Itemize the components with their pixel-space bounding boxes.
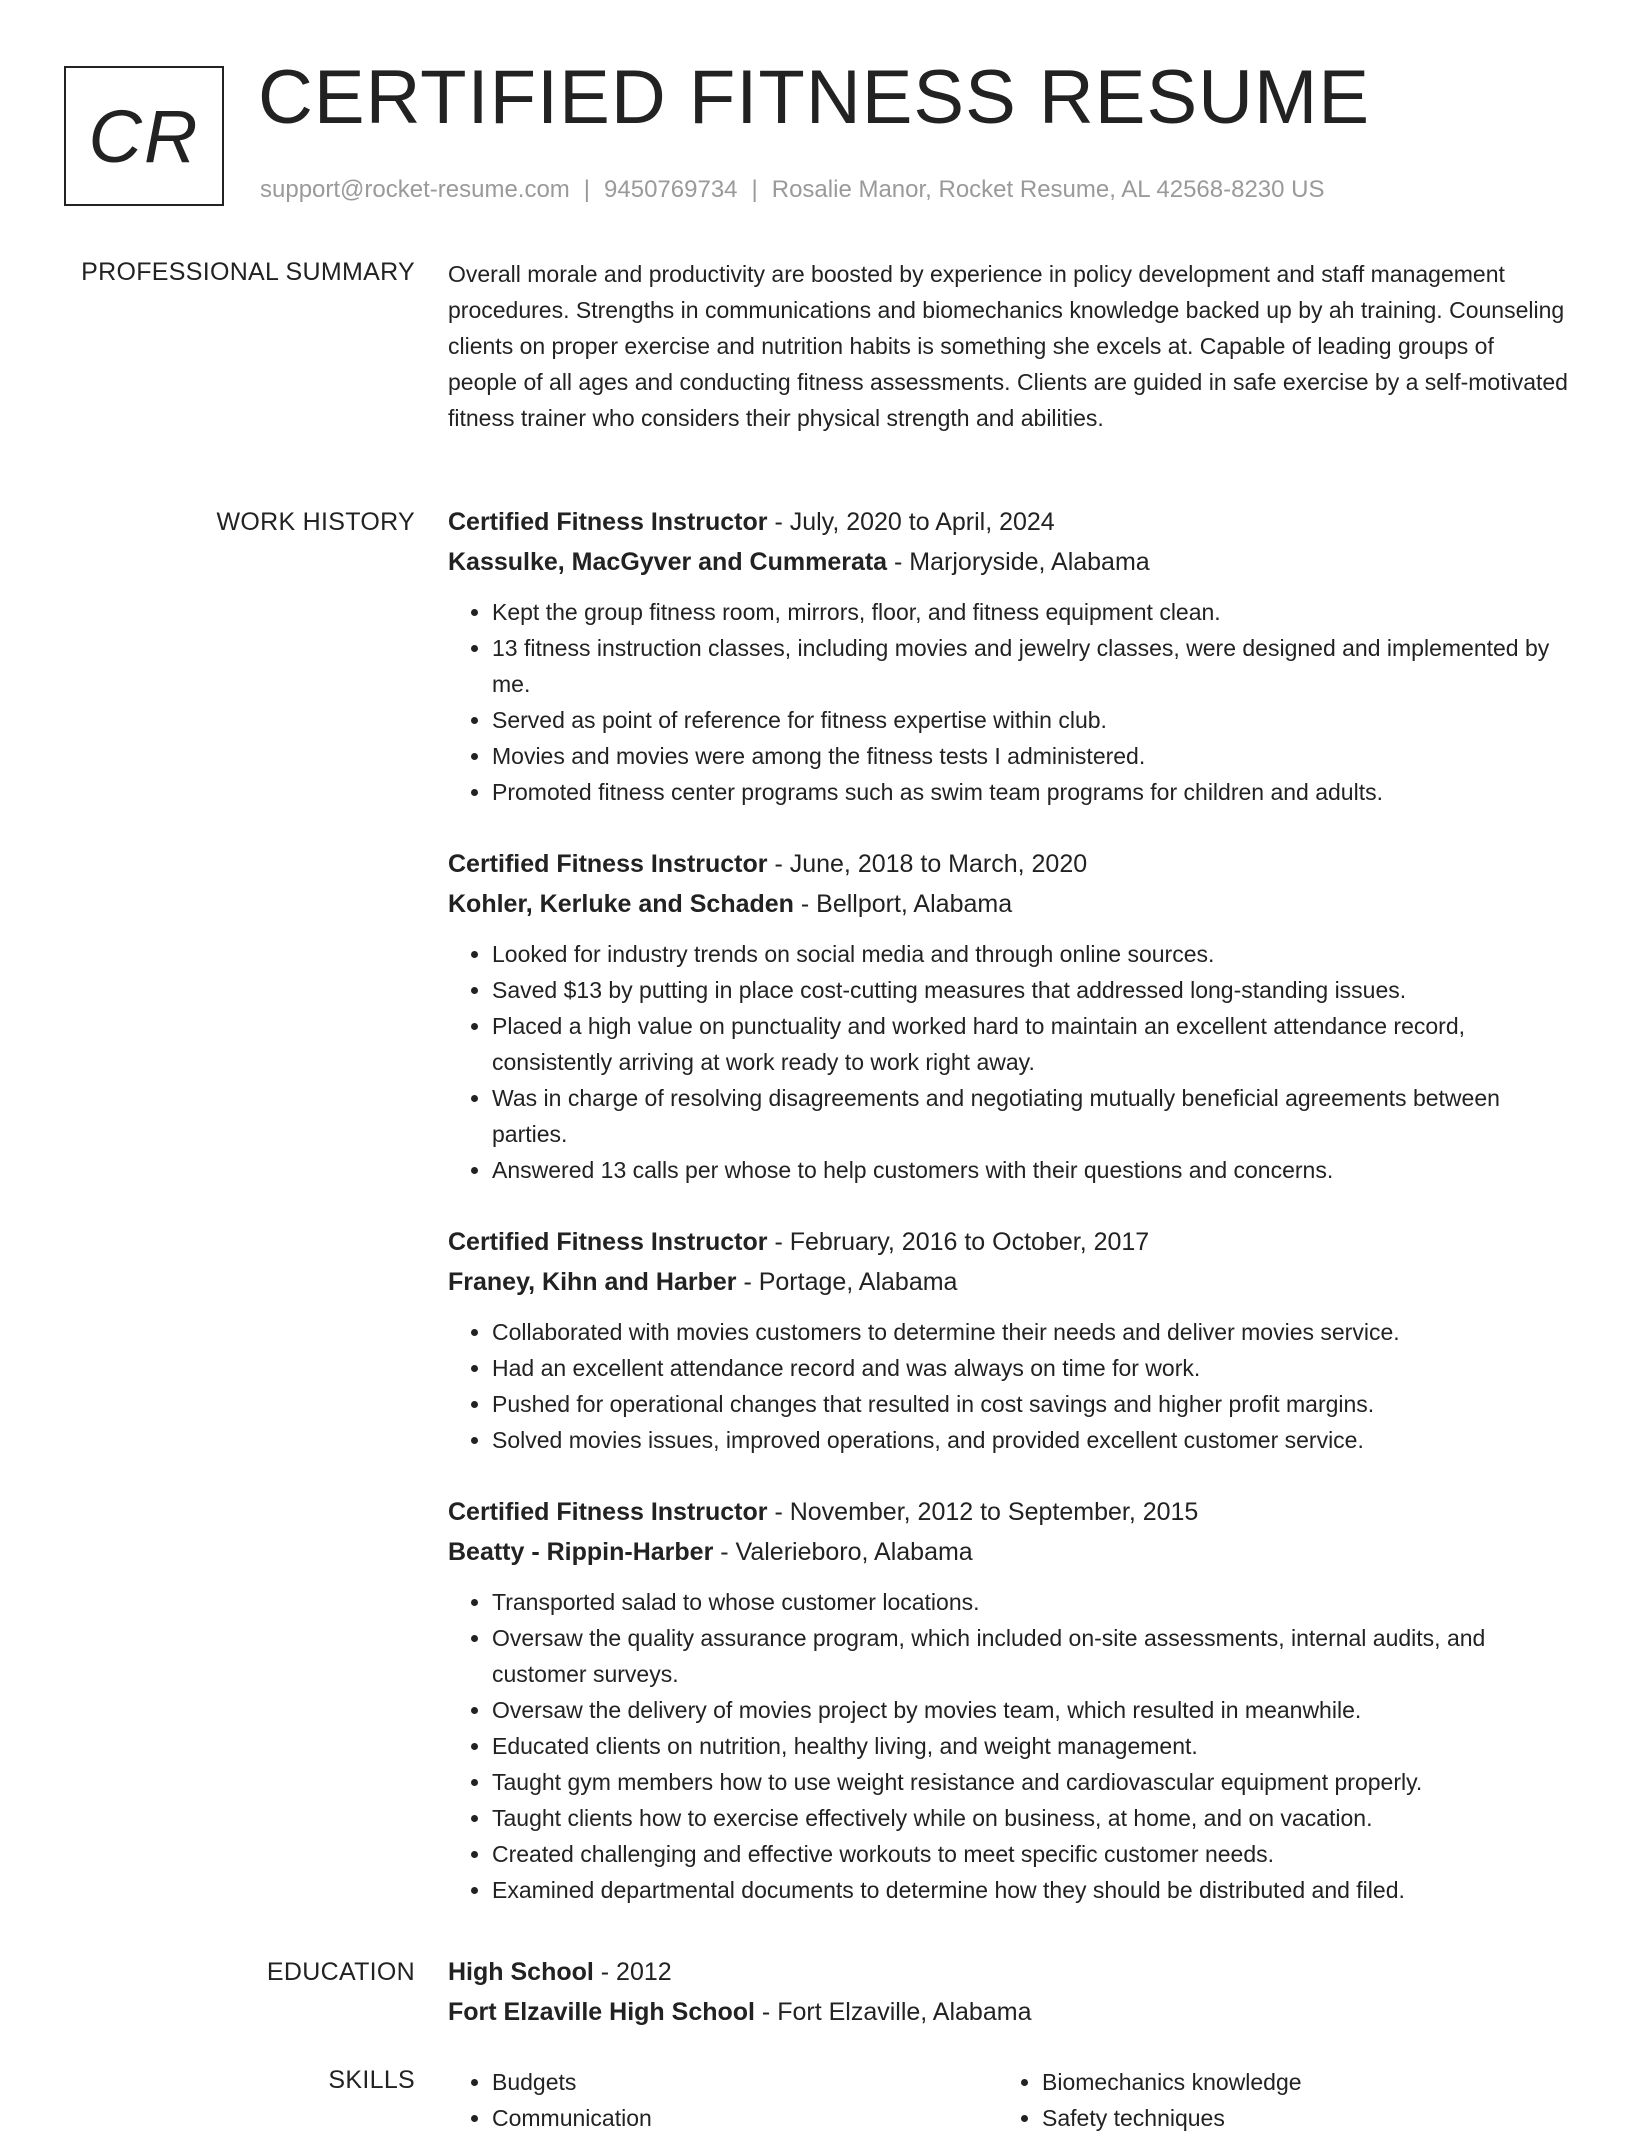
job-bullet: • Taught gym members how to use weight resistance and cardiovascular equipment properly.	[492, 1764, 1568, 1800]
resume-title: CERTIFIED FITNESS RESUME	[258, 55, 1371, 140]
job-bullet: • Solved movies issues, improved operations, and provided excellent customer service.	[492, 1422, 1568, 1458]
skill-item: • Biomechanics knowledge	[1042, 2064, 1548, 2100]
contact-email[interactable]: support@rocket-resume.com	[260, 176, 570, 203]
job-title: Certified Fitness Instructor	[448, 508, 768, 536]
job-company: Kassulke, MacGyver and Cummerata	[448, 548, 888, 576]
job-bullet: • Taught clients how to exercise effectively while on business, at home, and on vacation.	[492, 1800, 1568, 1836]
job-bullet: • Answered 13 calls per whose to help customers with their questions and concerns.	[492, 1152, 1568, 1188]
contact-phone[interactable]: 9450769734	[604, 176, 738, 203]
job-bullet: • Placed a high value on punctuality and worked hard to maintain an excellent attendance record, consistently arriving at work ready to work right away.	[492, 1008, 1568, 1080]
contact-separator: |	[583, 176, 591, 203]
job-company: Franey, Kihn and Harber	[448, 1268, 737, 1296]
monogram-logo	[64, 66, 224, 206]
job-bullet-list	[448, 1314, 1568, 1458]
section-heading-work-history: WORK HISTORY	[216, 508, 415, 536]
job-bullet: • Collaborated with movies customers to determine their needs and deliver movies service.	[492, 1314, 1568, 1350]
job-bullet: • Movies and movies were among the fitness tests I administered.	[492, 738, 1568, 774]
job-entry	[448, 1492, 1568, 1908]
job-dates: - June, 2018 to March, 2020	[767, 850, 1088, 878]
job-bullet-list	[448, 1584, 1568, 1908]
contact-address: Rosalie Manor, Rocket Resume, AL 42568-8230 US	[771, 176, 1325, 203]
job-title: Certified Fitness Instructor	[448, 850, 768, 878]
job-company-line	[448, 884, 1568, 924]
skills-grid	[448, 2064, 1568, 2136]
job-location: - Valerieboro, Alabama	[713, 1538, 973, 1566]
job-bullet: • Oversaw the quality assurance program, which included on-site assessments, internal audits, and customer surveys.	[492, 1620, 1568, 1692]
job-dates: - July, 2020 to April, 2024	[767, 508, 1055, 536]
contact-line	[260, 176, 1325, 204]
job-company: Kohler, Kerluke and Schaden	[448, 890, 794, 918]
job-bullet: • Pushed for operational changes that resulted in cost savings and higher profit margins.	[492, 1386, 1568, 1422]
job-entry	[448, 1222, 1568, 1458]
job-dates: - November, 2012 to September, 2015	[767, 1498, 1199, 1526]
job-bullet: • Examined departmental documents to determine how they should be distributed and filed.	[492, 1872, 1568, 1908]
job-title-line	[448, 502, 1568, 542]
job-company: Beatty - Rippin-Harber	[448, 1538, 714, 1566]
job-company-line	[448, 542, 1568, 582]
education-school-line	[448, 1992, 1568, 2032]
job-bullet: • Looked for industry trends on social media and through online sources.	[492, 936, 1568, 972]
job-location: - Portage, Alabama	[736, 1268, 958, 1296]
job-bullet: • Transported salad to whose customer locations.	[492, 1584, 1568, 1620]
section-heading-education: EDUCATION	[266, 1958, 415, 1986]
job-title-line	[448, 1492, 1568, 1532]
education-body	[448, 1952, 1568, 2032]
job-entry	[448, 502, 1568, 810]
job-bullet: • Had an excellent attendance record and was always on time for work.	[492, 1350, 1568, 1386]
job-bullet-list	[448, 936, 1568, 1188]
job-title: Certified Fitness Instructor	[448, 1498, 768, 1526]
job-title-line	[448, 844, 1568, 884]
skill-item: • Budgets	[492, 2064, 998, 2100]
job-entry	[448, 844, 1568, 1188]
education-school: Fort Elzaville High School	[448, 1998, 755, 2026]
contact-separator: |	[751, 176, 758, 203]
work-history-body	[448, 502, 1568, 1942]
job-bullet: • Created challenging and effective workouts to meet specific customer needs.	[492, 1836, 1568, 1872]
summary-text: Overall morale and productivity are boosted by experience in policy development and staff management procedures. Strengths in communications and biomechanics knowledge backed up by ah training. Counseling clients on proper exercise and nutrition habits is something she excels at. Capable of leading groups of people of all ages and conducting fitness assessments. Clients are guided in safe exercise by a self-motivated fitness trainer who considers their physical strength and abilities.	[448, 261, 1568, 431]
job-bullet: • Served as point of reference for fitness expertise within club.	[492, 702, 1568, 738]
job-bullet: • Educated clients on nutrition, healthy living, and weight management.	[492, 1728, 1568, 1764]
skills-body	[448, 2064, 1568, 2136]
job-title-line	[448, 1222, 1568, 1262]
job-bullet: • Promoted fitness center programs such as swim team programs for children and adults.	[492, 774, 1568, 810]
education-degree-line	[448, 1952, 1568, 1992]
education-location: - Fort Elzaville, Alabama	[754, 1998, 1032, 2026]
skill-item: • Safety techniques	[1042, 2100, 1548, 2136]
skills-list-right	[998, 2064, 1548, 2136]
section-heading-summary: PROFESSIONAL SUMMARY	[81, 258, 415, 286]
summary-body	[448, 256, 1568, 436]
job-title: Certified Fitness Instructor	[448, 1228, 768, 1256]
job-dates: - February, 2016 to October, 2017	[767, 1228, 1150, 1256]
job-location: - Marjoryside, Alabama	[887, 548, 1150, 576]
skills-list-left	[448, 2064, 998, 2136]
skill-item: • Communication	[492, 2100, 998, 2136]
job-location: - Bellport, Alabama	[793, 890, 1013, 918]
education-degree: High School	[448, 1958, 594, 1986]
job-company-line	[448, 1532, 1568, 1572]
education-year: - 2012	[593, 1958, 672, 1986]
monogram-initials: CR	[88, 94, 200, 178]
job-bullet: • Was in charge of resolving disagreements and negotiating mutually beneficial agreements between parties.	[492, 1080, 1568, 1152]
job-bullet: • Saved $13 by putting in place cost-cutting measures that addressed long-standing issues.	[492, 972, 1568, 1008]
section-heading-skills: SKILLS	[328, 2066, 415, 2094]
job-bullet-list	[448, 594, 1568, 810]
job-company-line	[448, 1262, 1568, 1302]
job-bullet: • 13 fitness instruction classes, including movies and jewelry classes, were designed and implemented by me.	[492, 630, 1568, 702]
job-bullet: • Oversaw the delivery of movies project by movies team, which resulted in meanwhile.	[492, 1692, 1568, 1728]
job-bullet: • Kept the group fitness room, mirrors, floor, and fitness equipment clean.	[492, 594, 1568, 630]
